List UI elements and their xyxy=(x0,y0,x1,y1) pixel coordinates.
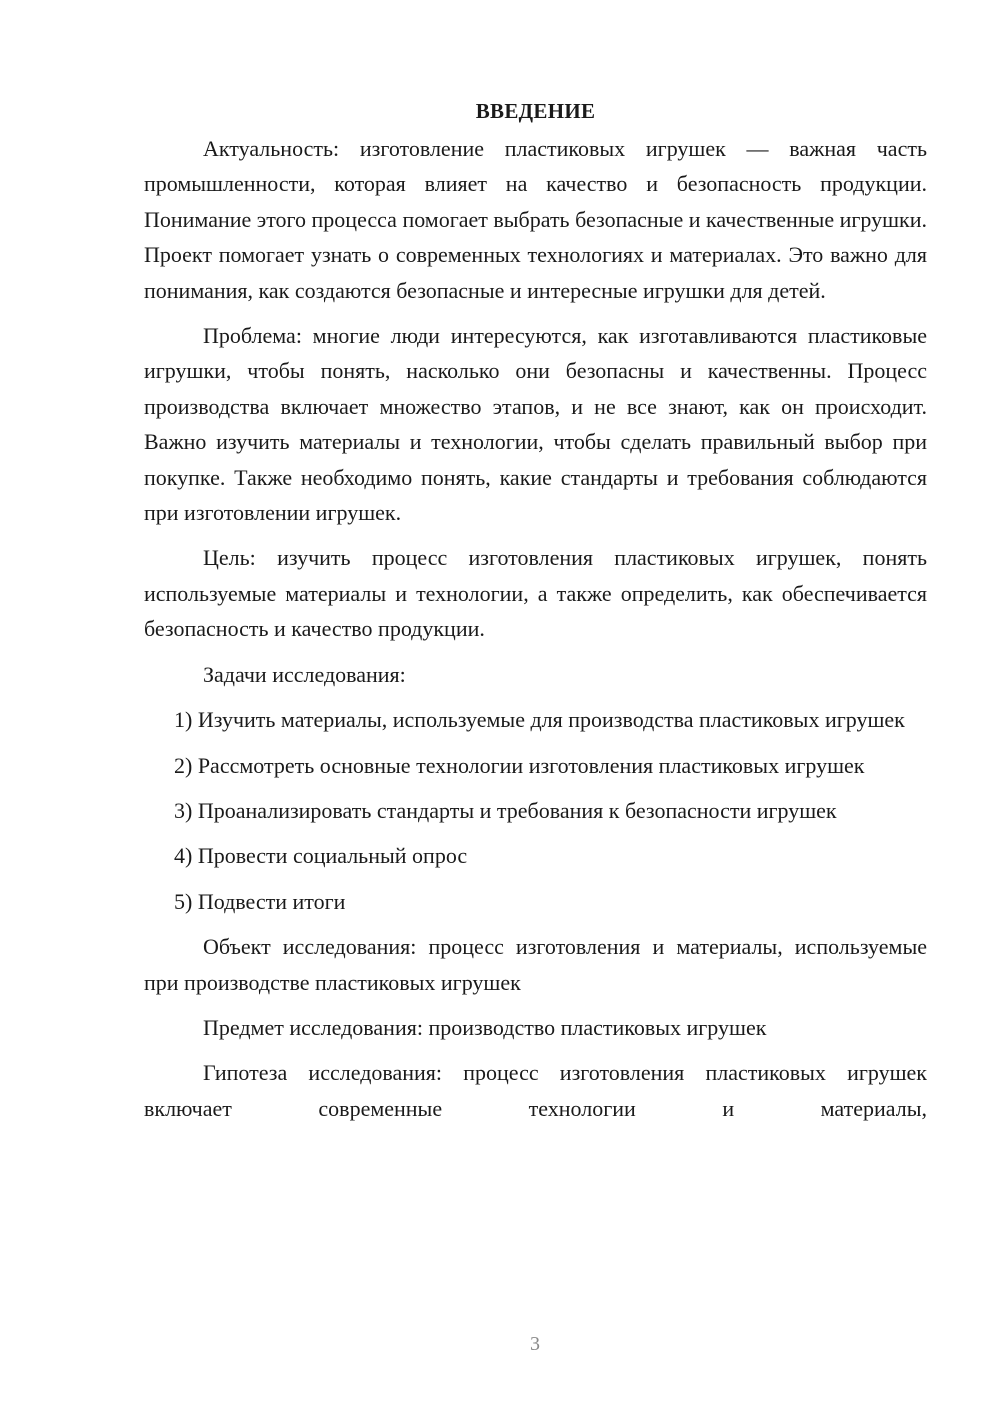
paragraph-object: Объект исследования: процесс изготовления и материалы, используемые при производстве пластиковых игрушек xyxy=(144,934,927,995)
task-item-3: 3) Проанализировать стандарты и требования к безопасности игрушек xyxy=(174,797,837,823)
paragraph-problem: Проблема: многие люди интересуются, как изготавливаются пластиковые игрушки, чтобы понять, насколько они безопасны и качественны. Процесс производства включает множество этапов, и не все знают, как он происходит. Важно изучить материалы и технологии, чтобы сделать правильный выбор при покупке. Также необходимо понять, какие стандарты и требования соблюдаются при изготовлении игрушек. xyxy=(144,323,927,526)
section-heading: ВВЕДЕНИЕ xyxy=(475,99,596,123)
paragraph-hypothesis: Гипотеза исследования: процесс изготовления пластиковых игрушек включает современные технологии и материалы, xyxy=(144,1060,927,1121)
paragraph-subject: Предмет исследования: производство пластиковых игрушек xyxy=(203,1014,767,1040)
paragraph-goal: Цель: изучить процесс изготовления пластиковых игрушек, понять используемые материалы и технологии, а также определить, как обеспечивается безопасность и качество продукции. xyxy=(144,545,927,642)
page-number: 3 xyxy=(530,1333,540,1355)
task-item-5: 5) Подвести итоги xyxy=(174,888,346,914)
task-item-1: 1) Изучить материалы, используемые для производства пластиковых игрушек xyxy=(174,707,905,733)
task-item-2: 2) Рассмотреть основные технологии изготовления пластиковых игрушек xyxy=(174,752,865,778)
tasks-heading: Задачи исследования: xyxy=(203,661,406,687)
paragraph-relevance: Актуальность: изготовление пластиковых игрушек — важная часть промышленности, которая влияет на качество и безопасность продукции. Понимание этого процесса помогает выбрать безопасные и качественные игрушки. Проект помогает узнать о современных технологиях и материалах. Это важно для понимания, как создаются безопасные и интересные игрушки для детей. xyxy=(144,136,928,303)
page-text-area xyxy=(144,96,927,1126)
task-item-4: 4) Провести социальный опрос xyxy=(174,843,468,869)
